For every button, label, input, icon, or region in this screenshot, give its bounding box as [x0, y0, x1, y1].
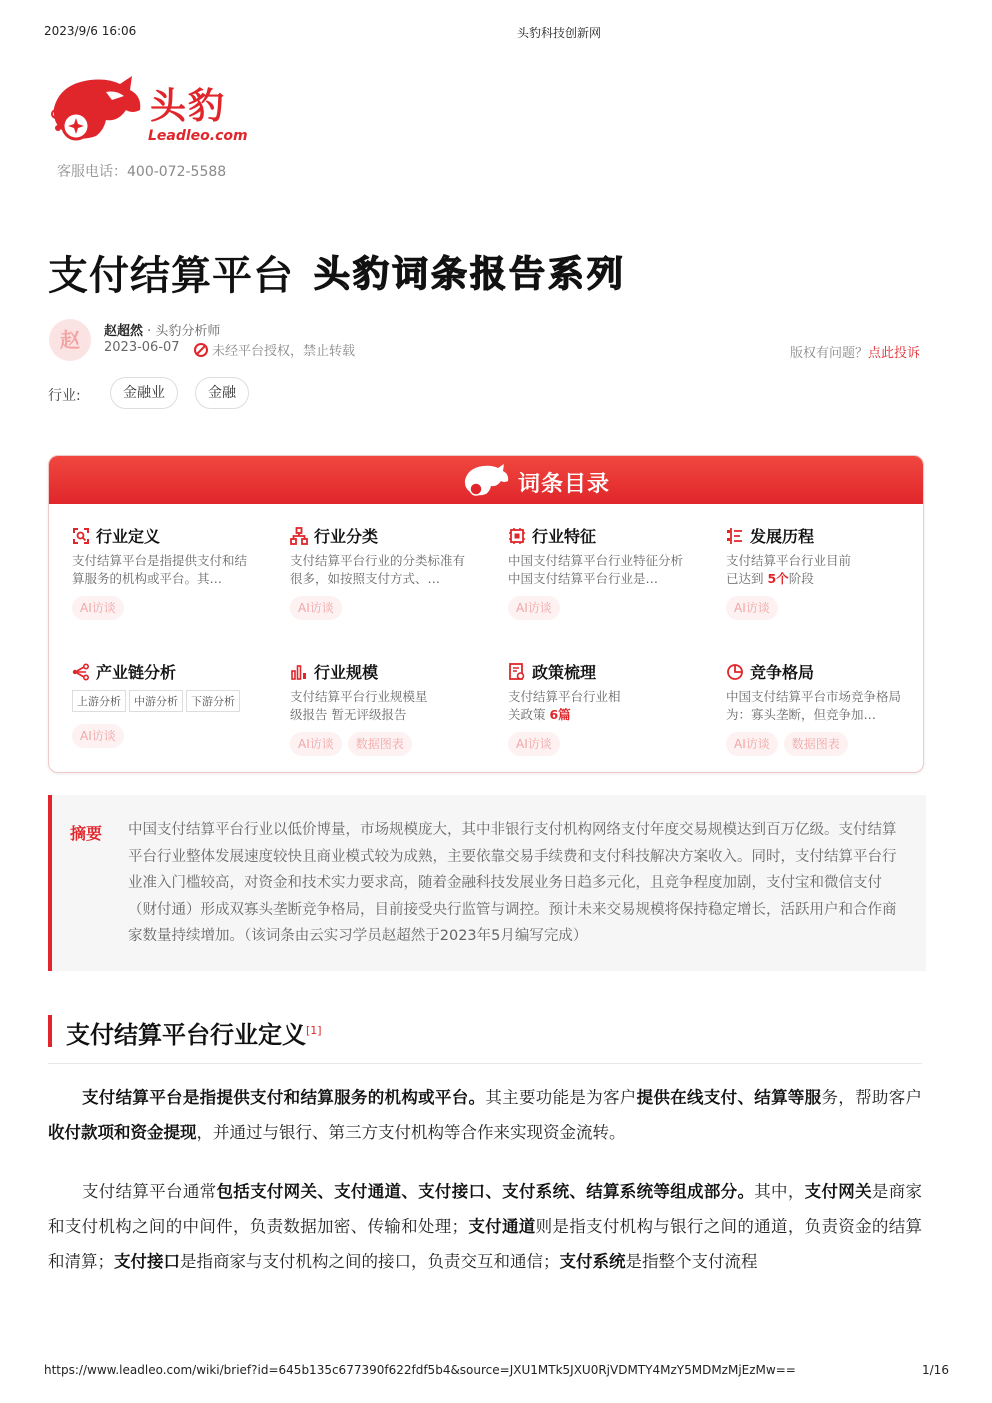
author-avatar: 赵 [49, 319, 91, 361]
author-role: · 头豹分析师 [147, 324, 221, 339]
body-text: 是指整个支付流程 [625, 1252, 758, 1271]
ai-interview-pill[interactable]: AI访谈 [726, 596, 778, 620]
toc-item-desc: 中国支付结算平台行业特征分析中国支付结算平台行业是… [508, 553, 684, 586]
toc-desc-text: 阶段 [788, 571, 814, 586]
ai-interview-pill[interactable]: AI访谈 [290, 732, 342, 756]
author-line [104, 320, 220, 339]
print-page-number: 1/16 [922, 1363, 949, 1377]
bold-text: 提供在线支付、结算等服 [636, 1088, 822, 1107]
abstract-label: 摘要 [70, 824, 103, 843]
toc-item-desc: 支付结算平台行业的分类标准有很多，如按照支付方式、… [290, 553, 466, 586]
toc-item-title: 行业特征 [532, 527, 597, 546]
bold-text: 支付接口 [114, 1252, 180, 1271]
copy-notice-text: 未经平台授权，禁止转载 [212, 344, 356, 359]
body-text: ，并通过与银行、第三方支付机构等合作来实现资金流转。 [196, 1123, 626, 1142]
classification-icon [290, 527, 308, 545]
toc-item-title: 发展历程 [750, 527, 815, 546]
print-datetime: 2023/9/6 16:06 [44, 24, 137, 38]
toc-item-policy[interactable] [508, 662, 708, 756]
definition-paragraph-1 [48, 1080, 922, 1150]
complaint-link[interactable]: 点此投诉 [868, 346, 921, 361]
toc-item-scale[interactable] [290, 662, 490, 756]
service-phone: 客服电话：400-072-5588 [57, 164, 227, 180]
policy-icon [508, 663, 526, 681]
toc-desc-text: 支付结算平台行业相关政策 [508, 689, 621, 722]
abstract-text: 中国支付结算平台行业以低价博量，市场规模庞大，其中非银行支付机构网络支付年度交易规模达到百万亿级。支付结算平台行业整体发展速度较快且商业模式较为成熟，主要依靠交易手续费和支付科技解决方案收入。同时，支付结算平台行业准入门槛较高，对资金和技术实力要求高，随着金融科技发展业务日趋多元化，且竞争程度加剧，支付宝和微信支付（财付通）形成双寡头垄断竞争格局，目前接受央行监管与调控。预计未来交易规模将保持稳定增长，活跃用户和合作商家数量持续增加。（该词条由云实习学员赵超然于2023年5月编写完成） [128, 822, 897, 944]
body-text: 其主要功能是为客户 [485, 1088, 637, 1107]
bold-text: 支付结算平台是指提供支付和结算服务的机构或平台。 [82, 1088, 486, 1107]
body-text: 是商家和支付机构之间的中间件，负责数据加密、传输和处理； [48, 1182, 923, 1236]
bold-text: 收付款项和资金提现 [48, 1123, 197, 1142]
bold-text: 包括支付网关、支付通道、支付接口、支付系统、结算系统等组成部分。 [216, 1182, 755, 1201]
ai-interview-pill[interactable]: AI访谈 [726, 732, 778, 756]
body-text: 其中， [754, 1182, 805, 1201]
section-marker [48, 1015, 52, 1047]
toc-item-history[interactable] [726, 526, 924, 620]
chain-icon [72, 663, 90, 681]
toc-item-competition[interactable] [726, 662, 924, 756]
body-text: 则是指支付机构与银行之间的通道，负责资金的结算和清算； [48, 1217, 923, 1271]
policy-count: 6篇 [549, 707, 571, 722]
feature-icon [508, 527, 526, 545]
industry-tag-finance[interactable]: 金融 [195, 377, 249, 409]
toc-item-features[interactable] [508, 526, 708, 620]
copy-notice [194, 340, 355, 359]
midstream-analysis-tag[interactable]: 中游分析 [129, 690, 183, 712]
industry-tag-finance-industry[interactable]: 金融业 [110, 377, 178, 409]
toc-item-classification[interactable] [290, 526, 490, 620]
stage-count: 5个 [767, 571, 789, 586]
toc-item-definition[interactable] [72, 526, 272, 620]
ai-interview-pill[interactable]: AI访谈 [72, 596, 124, 620]
print-site-title: 头豹科技创新网 [517, 26, 602, 40]
ai-interview-pill[interactable]: AI访谈 [508, 732, 560, 756]
ai-interview-pill[interactable]: AI访谈 [290, 596, 342, 620]
toc-item-title: 产业链分析 [96, 663, 177, 682]
toc-item-title: 竞争格局 [750, 663, 815, 682]
toc-item-desc: 支付结算平台行业规模星级报告 暂无评级报告 [290, 689, 428, 722]
bold-text: 支付通道 [468, 1217, 536, 1236]
definition-paragraph-2 [48, 1174, 922, 1279]
toc-item-industry-chain[interactable] [72, 662, 272, 748]
prohibited-icon [194, 343, 208, 357]
logo-brand-name: 头豹 [150, 86, 227, 127]
toc-item-desc [508, 688, 628, 724]
industry-label: 行业: [48, 388, 81, 404]
section-title-text: 支付结算平台行业定义 [66, 1021, 306, 1049]
toc-desc-text: 支付结算平台行业目前已达到 [726, 553, 852, 586]
competition-icon [726, 663, 744, 681]
data-chart-pill[interactable]: 数据图表 [784, 732, 848, 756]
table-of-contents [48, 455, 924, 773]
logo-url: Leadleo.com [148, 128, 248, 144]
definition-icon [72, 527, 90, 545]
leopard-badge-icon [461, 460, 511, 502]
downstream-analysis-tag[interactable]: 下游分析 [186, 690, 240, 712]
toc-item-title: 行业定义 [96, 527, 161, 546]
leadleo-logo[interactable] [46, 70, 246, 150]
reference-link[interactable]: [1] [306, 1024, 322, 1037]
body-text: 支付结算平台通常 [82, 1182, 217, 1201]
author-name[interactable]: 赵超然 [104, 324, 144, 339]
print-url: https://www.leadleo.com/wiki/brief?id=645b135c677390f622fdf5b4&source=JXU1MTk5JXU0RjVDMTY4MzY5MDMzMjEzMw== [44, 1363, 796, 1377]
scale-icon [290, 663, 308, 681]
toc-item-title: 行业分类 [314, 527, 379, 546]
toc-item-title: 行业规模 [314, 663, 379, 682]
copyright-question: 版权有问题？ [790, 346, 869, 361]
section-title [66, 1015, 322, 1050]
bold-text: 支付系统 [559, 1252, 626, 1271]
data-chart-pill[interactable]: 数据图表 [348, 732, 412, 756]
toc-header [49, 456, 923, 504]
toc-title: 词条目录 [518, 472, 611, 497]
body-text: 是指商家与支付机构之间的接口，负责交互和通信； [180, 1252, 560, 1271]
section-divider [48, 1063, 922, 1064]
bold-text: 支付网关 [804, 1182, 872, 1201]
page-subtitle: 头豹词条报告系列 [314, 254, 627, 295]
toc-item-desc: 支付结算平台是指提供支付和结算服务的机构或平台。其… [72, 553, 248, 586]
copyright-complaint [790, 342, 920, 361]
toc-item-title: 政策梳理 [532, 663, 597, 682]
body-text: 务，帮助客户 [821, 1088, 923, 1107]
leopard-logo-icon [46, 70, 146, 150]
ai-interview-pill[interactable]: AI访谈 [508, 596, 560, 620]
publish-date: 2023-06-07 [104, 340, 180, 355]
upstream-analysis-tag[interactable]: 上游分析 [72, 690, 126, 712]
history-icon [726, 527, 744, 545]
abstract-box [48, 795, 926, 971]
ai-interview-pill[interactable]: AI访谈 [72, 724, 124, 748]
toc-item-desc [726, 552, 856, 588]
page-title: 支付结算平台 [48, 253, 294, 299]
toc-item-desc: 中国支付结算平台市场竞争格局为：寡头垄断，但竞争加… [726, 689, 902, 722]
